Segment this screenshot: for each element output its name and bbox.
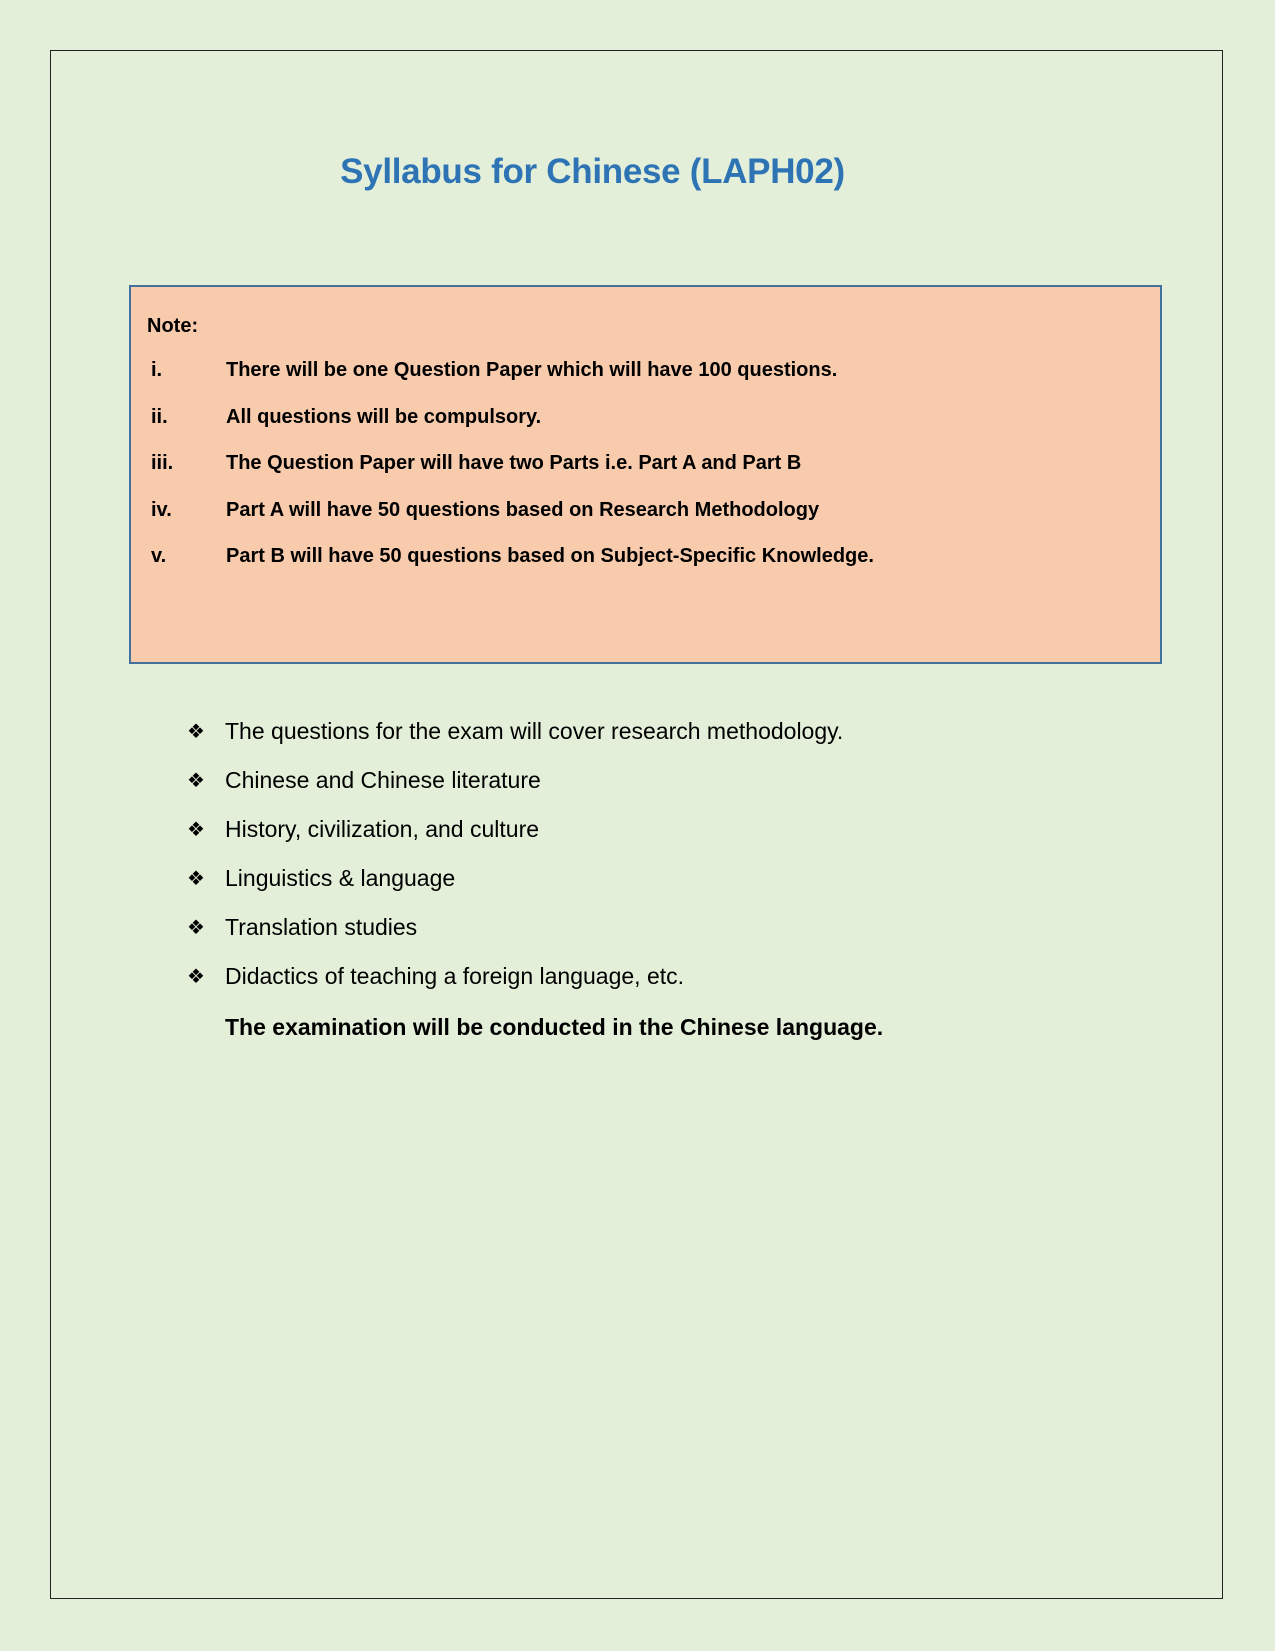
note-item-text: Part A will have 50 questions based on Research Methodology — [226, 498, 820, 521]
topic-text: Didactics of teaching a foreign language, etc. — [225, 963, 685, 989]
topic-text: Linguistics & language — [225, 865, 456, 891]
topic-text: The questions for the exam will cover research methodology. — [225, 718, 844, 744]
note-item-number: ii. — [151, 405, 168, 428]
diamond-bullet-icon: ❖ — [187, 768, 205, 792]
exam-language-note: The examination will be conducted in the Chinese language. — [225, 1014, 884, 1040]
diamond-bullet-icon: ❖ — [187, 964, 205, 988]
note-item-text: Part B will have 50 questions based on Subject-Specific Knowledge. — [226, 545, 874, 567]
page-title: Syllabus for Chinese (LAPH02) — [340, 152, 845, 191]
diamond-bullet-icon: ❖ — [187, 817, 205, 841]
note-item-text: There will be one Question Paper which will have 100 questions. — [226, 359, 838, 381]
note-item-text: The Question Paper will have two Parts i.e. Part A and Part B — [226, 452, 802, 474]
note-item-number: iv. — [151, 498, 172, 521]
diamond-bullet-icon: ❖ — [187, 915, 205, 939]
note-item-number: v. — [151, 545, 167, 567]
diamond-bullet-icon: ❖ — [187, 719, 205, 743]
note-box — [129, 285, 1162, 664]
topic-text: Translation studies — [225, 914, 418, 940]
topic-text: History, civilization, and culture — [225, 816, 540, 842]
note-heading: Note: — [147, 315, 199, 337]
topic-text: Chinese and Chinese literature — [225, 767, 541, 793]
note-item-number: i. — [151, 359, 163, 381]
note-item-text: All questions will be compulsory. — [226, 405, 542, 428]
note-item-number: iii. — [151, 452, 174, 474]
diamond-bullet-icon: ❖ — [187, 866, 205, 890]
